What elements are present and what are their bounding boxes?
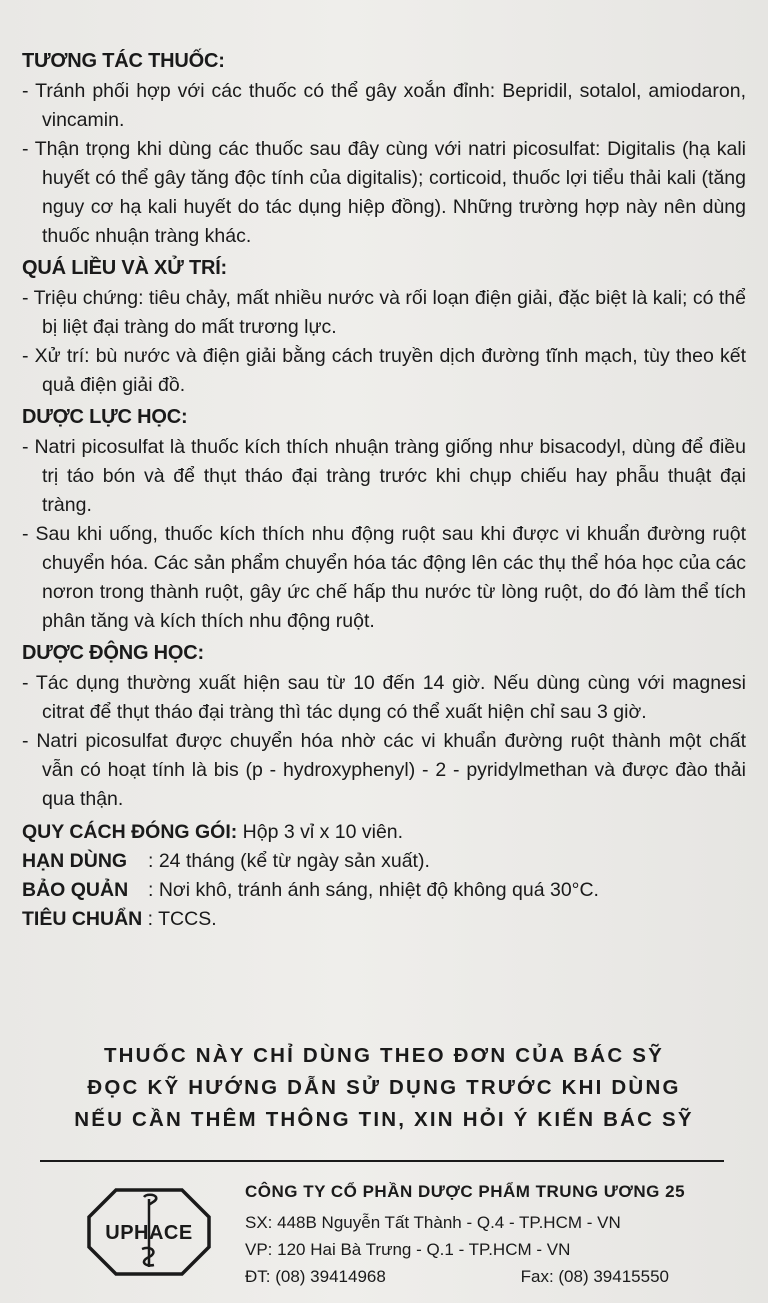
phone-number: ĐT: (08) 39414968: [245, 1267, 386, 1286]
leaflet-content: [22, 46, 746, 934]
section-item: - Thận trọng khi dùng các thuốc sau đây cùng với natri picosulfat: Digitalis (hạ kali huyết có thể gây tăng độc tính của digitalis); corticoid, thuốc lợi tiểu thải kali (tăng nguy cơ hạ kali huyết do tác dụng hiệp đồng). Những trường hợp này nên dùng thuốc nhuận tràng khác.: [22, 138, 746, 247]
factory-address: SX: 448B Nguyễn Tất Thành - Q.4 - TP.HCM - VN: [245, 1213, 621, 1232]
section-heading: QUÁ LIỀU VÀ XỬ TRÍ:: [22, 257, 228, 279]
footer-divider: [40, 1160, 724, 1162]
fax-number: Fax: (08) 39415550: [520, 1267, 669, 1286]
standard-value: : TCCS.: [142, 908, 217, 930]
expiry-label: HẠN DÙNG: [22, 850, 128, 872]
packaging-label: QUY CÁCH ĐÓNG GÓI:: [22, 821, 238, 843]
company-info: [245, 1178, 725, 1290]
section-heading: TƯƠNG TÁC THUỐC:: [22, 50, 225, 72]
specs: [22, 818, 746, 934]
section-qua-lieu: [22, 253, 746, 400]
section-item: - Triệu chứng: tiêu chảy, mất nhiều nước và rối loạn điện giải, đặc biệt là kali; có thể bị liệt đại tràng do mất trương lực.: [22, 287, 746, 338]
storage-value: : Nơi khô, tránh ánh sáng, nhiệt độ không quá 30°C.: [148, 879, 599, 901]
notice-line: THUỐC NÀY CHỈ DÙNG THEO ĐƠN CỦA BÁC SỸ: [103, 1044, 665, 1067]
uphace-logo-icon: [86, 1187, 212, 1277]
section-tuong-tac-thuoc: [22, 46, 746, 251]
section-item: - Sau khi uống, thuốc kích thích nhu động ruột sau khi được vi khuẩn đường ruột chuyển hóa. Các sản phẩm chuyển hóa tác động lên các thụ thể hóa học của các nơron trong thành ruột, gây ức chế hấp thu nước từ lòng ruột, do đó làm thể tích phân tăng và kích thích nhu động ruột.: [22, 523, 746, 632]
standard-row: [22, 905, 746, 934]
expiry-row: [22, 847, 746, 876]
section-duoc-luc-hoc: [22, 402, 746, 636]
section-heading: DƯỢC LỰC HỌC:: [22, 406, 188, 428]
section-item: - Natri picosulfat được chuyển hóa nhờ các vi khuẩn đường ruột thành một chất vẫn có hoạt tính là bis (p - hydroxyphenyl) - 2 - pyridylmethan và được đào thải qua thận.: [22, 730, 746, 810]
prescription-notice: [0, 1040, 768, 1136]
section-duoc-dong-hoc: [22, 638, 746, 814]
logo-text: UPHACE: [105, 1222, 193, 1244]
office-address: VP: 120 Hai Bà Trưng - Q.1 - TP.HCM - VN: [245, 1240, 571, 1259]
contact-row: [245, 1263, 669, 1290]
company-name: CÔNG TY CỔ PHẦN DƯỢC PHẨM TRUNG ƯƠNG 25: [245, 1182, 686, 1201]
uphace-logo: [86, 1187, 212, 1277]
packaging-row: [22, 818, 746, 847]
storage-row: [22, 876, 746, 905]
section-item: - Xử trí: bù nước và điện giải bằng cách truyền dịch đường tĩnh mạch, tùy theo kết quả điện giải đồ.: [22, 345, 746, 396]
section-item: - Tránh phối hợp với các thuốc có thể gây xoắn đỉnh: Bepridil, sotalol, amiodaron, vincamin.: [22, 80, 746, 131]
standard-label: TIÊU CHUẨN: [22, 908, 143, 930]
storage-label: BẢO QUẢN: [22, 879, 129, 901]
notice-line: ĐỌC KỸ HƯỚNG DẪN SỬ DỤNG TRƯỚC KHI DÙNG: [87, 1076, 681, 1099]
section-heading: DƯỢC ĐỘNG HỌC:: [22, 642, 204, 664]
packaging-value: Hộp 3 vỉ x 10 viên.: [237, 821, 404, 843]
section-item: - Natri picosulfat là thuốc kích thích nhuận tràng giống như bisacodyl, dùng để điều trị táo bón và để thụt tháo đại tràng trước khi chụp chiếu hay phẫu thuật đại tràng.: [22, 436, 746, 516]
notice-line: NẾU CẦN THÊM THÔNG TIN, XIN HỎI Ý KIẾN BÁC SỸ: [74, 1108, 694, 1131]
section-item: - Tác dụng thường xuất hiện sau từ 10 đến 14 giờ. Nếu dùng cùng với magnesi citrat để thụt tháo đại tràng thì tác dụng có thể xuất hiện chỉ sau 3 giờ.: [22, 672, 746, 723]
expiry-value: : 24 tháng (kể từ ngày sản xuất).: [148, 850, 430, 872]
